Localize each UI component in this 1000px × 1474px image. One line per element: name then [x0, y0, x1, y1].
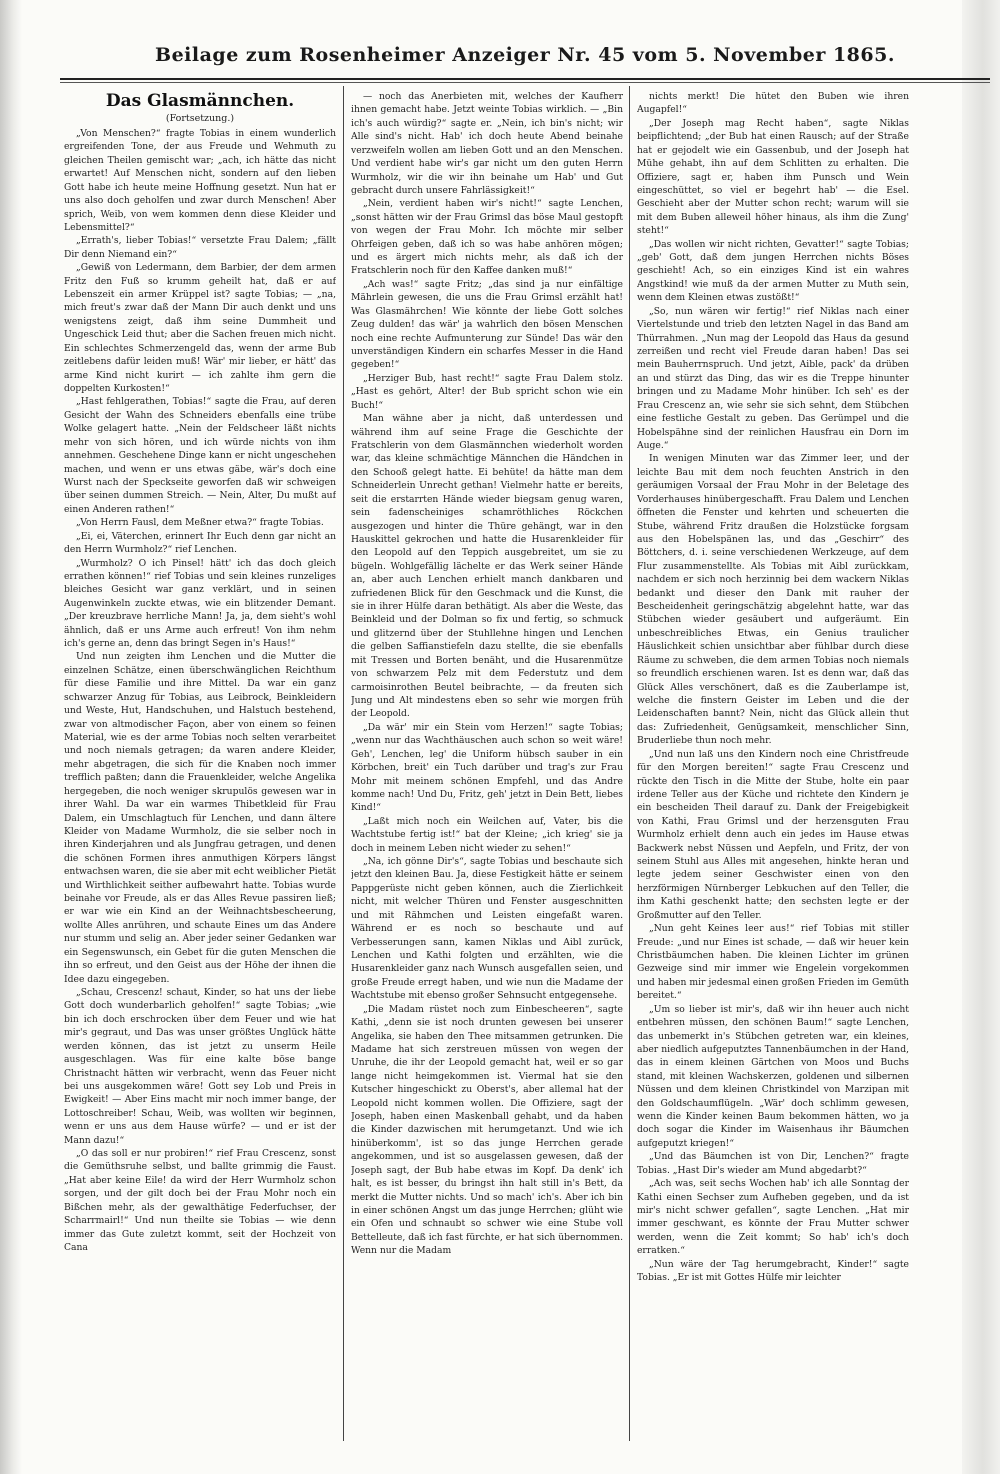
paragraph: „Um so lieber ist mir's, daß wir ihn heuer auch nicht entbehren müssen, den schönen Baum!“ sagte Lenchen, das unbemerkt in's Stübchen getreten war, ein kleines, aber niedlich aufgeputztes Tannenbäumchen in der Hand, das in einem kleinen Gärtchen von Moos und Buchs stand, mit kleinen Wachskerzen, goldenen und silbernen Nüssen und dem kleinen Christkindel von Marzipan mit den Goldschaumflügeln. „Wär' doch schlimm gewesen, wenn die Kinder keinen Baum bekommen hätten, wo ja doch sogar die Kinder im Waisenhaus ihr Bäumchen aufgeputzt kriegen!“ [637, 1003, 909, 1149]
binding-shadow [0, 0, 22, 1474]
paragraph: „Nun wäre der Tag herumgebracht, Kinder!“ sagte Tobias. „Er ist mit Gottes Hülfe mir leichter [637, 1258, 909, 1284]
paragraph: „So, nun wären wir fertig!“ rief Niklas nach einer Viertelstunde und trieb den letzten Nagel in das Band am Thürrahmen. „Nun mag der Leopold das Haus da gesund zerreißen und recht viel Freude daran haben! Das sei mein Bauherrnspruch. Und jetzt, Aible, pack' da drüben an und stürzt das Ding, das wir es die Treppe hinunter bringen und zu Madame Mohr hinüber. Ich seh' es der Frau Crescenz an, wie sehr sie sich sehnt, dem Stübchen eine festliche Gestalt zu geben. Das Gerümpel und die Hobelspähne sind der reinlichen Hausfrau ein Dorn im Auge.“ [637, 305, 909, 451]
article-title: Das Glasmännchen. [105, 91, 295, 111]
column-2-text [351, 90, 623, 1258]
paragraph: „Laßt mich noch ein Weilchen auf, Vater, bis die Wachtstube fertig ist!“ bat der Kleine; „ich krieg' sie ja doch in meinem Leben nicht wieder zu sehen!“ [351, 815, 623, 854]
paragraph: Man wähne aber ja nicht, daß unterdessen und während ihm auf seine Frage die Geschichte der Fratschlerin von dem Glasmännchen wiederholt worden war, das kleine schmächtige Männchen die Händchen in den Schooß gelegt hatte. Ei behüte! da hätte man dem Schneiderlein Unrecht gethan! Vielmehr hatte er bereits, seit die erstarrten Hände wieder biegsam genug waren, sein fadenscheiniges schamröthliches Röckchen ausgezogen und hinter die Thüre gehängt, war in den Hauskittel gekrochen und hatte die Husarenkleider für den Leopold auf den Teppich ausgebreitet, um sie zu bügeln. Wohlgefällig lächelte er das Werk seiner Hände an, aber auch Lenchen erhielt manch dankbaren und zufriedenen Blick für den Geschmack und die Kunst, die sie in ihrer Hülfe daran bethätigt. Als aber die Weste, das Beinkleid und der Dolman so fix und fertig, so schmuck und glitzernd über der Stuhllehne hingen und Lenchen die gelben Saffianstiefeln dazu stellte, die sie ebenfalls mit Tressen und Borten benäht, und die Husarenmütze von schwarzem Pelz mit dem Federstutz und dem carmoisinrothen Beutel beibrachte, — da freuten sich Jung und Alt mindestens eben so sehr wie morgen früh der Leopold. [351, 413, 623, 720]
column-3-text [637, 90, 909, 1285]
paragraph: „Die Madam rüstet noch zum Einbescheeren“, sagte Kathi, „denn sie ist noch drunten gewesen bei unserer Angelika, sie haben den Thee mitsammen getrunken. Die Madame hat sich zerstreuen müssen von wegen der Unruhe, die ihr der Leopold gemacht hat, weil er so gar lange nicht heimgekommen ist. Viermal hat sie den Kutscher hingeschickt zu Oberst's, aber allemal hat der Leopold nicht kommen wollen. Die Offiziere, sagt der Joseph, haben einen Maskenball gehabt, und da haben die Kinder dazwischen mit herumgetanzt. Und wie ich hinüberkomm', ist so das junge Herrchen gerade angekommen, und ist so ausgelassen gewesen, daß der Joseph sagt, der Bub habe etwas im Kopf. Da denk' ich halt, es ist besser, du bringst ihn halt still in's Bett, da merkt die Mutter nichts. Und so mach' ich's. Aber ich bin in einer schönen Angst um das junge Herrchen; glüht wie ein Ofen und schnaubt so schwer wie eine Stube voll Bettelleute, daß ich fast fürchte, er hat sich übernommen. Wenn nur die Madam [351, 1003, 623, 1257]
paragraph: „Der Joseph mag Recht haben“, sagte Niklas beipflichtend; „der Bub hat einen Rausch; auf der Straße hat er gejodelt wie ein Gassenbub, und der Joseph hat Mühe gehabt, ihn auf dem Schlitten zu erhalten. Die Offiziere, sagt er, haben ihm Punsch und Wein eingeschüttet, so viel er begehrt hab' — die Esel. Geschieht aber der Mutter schon recht; warum will sie mit dem Buben alleweil höher hinaus, als ihm die Zung' steht!“ [637, 117, 909, 237]
paragraph: „Wurmholz? O ich Pinsel! hätt' ich das doch gleich errathen können!“ rief Tobias und sein kleines runzeliges bleiches Gesicht war ganz verklärt, und in seinen Augenwinkeln zuckte etwas, wie ein blitzender Demant. „Der kreuzbrave herrliche Mann! Ja, ja, dem sieht's wohl ähnlich, daß er uns Arme auch erfreut! Von ihm nehm ich's gerne an, denn das bringt Segen in's Haus!“ [64, 557, 336, 650]
paragraph: „Und nun laß uns den Kindern noch eine Christfreude für den Morgen bereiten!“ sagte Frau Crescenz und rückte den Tisch in die Mitte der Stube, holte ein paar irdene Teller aus der Küche und richtete den Kindern je ein bescheiden Theil darauf zu. Dank der Freigebigkeit von Kathi, Frau Grimsl und der herzensguten Frau Wurmholz erhielt denn auch ein jedes im Hause etwas Backwerk nebst Nüssen und Aepfeln, und Fritz, der von seinem Stuhl aus Alles mit angesehen, hinkte heran und legte jedem seiner Geschwister einen von den herzförmigen Nürnberger Lebkuchen auf den Teller, die ihm Kathi geschenkt hatte; den sechsten legte er der Großmutter auf den Teller. [637, 748, 909, 921]
paragraph: „Von Herrn Fausl, dem Meßner etwa?“ fragte Tobias. [76, 517, 324, 529]
paragraph: „Nein, verdient haben wir's nicht!“ sagte Lenchen, „sonst hätten wir der Frau Grimsl das böse Maul gestopft von wegen der Frau Mohr. Ich möchte mir selber Ohrfeigen geben, daß ich so was habe anhören mögen; und es ärgert mich nichts mehr, als daß ich der Fratschlerin noch für den Kaffee danken muß!“ [351, 198, 623, 277]
article-subtitle: (Fortsetzung.) [165, 113, 235, 124]
paragraph: „Das wollen wir nicht richten, Gevatter!“ sagte Tobias; „geb' Gott, daß dem jungen Herrchen nichts Böses geschieht! Ach, so ein einziges Kind ist ein wahres Angstkind! wie muß da der armen Mutter zu Muth sein, wenn dem Kleinen etwas zustößt!“ [637, 238, 909, 304]
paragraph: Und nun zeigten ihm Lenchen und die Mutter die einzelnen Schätze, einen überschwänglichen Reichthum für diese Familie und ihre Mittel. Da war ein ganz schwarzer Anzug für Tobias, aus Leibrock, Beinkleidern und Weste, Hut, Handschuhen, und Halstuch bestehend, zwar von altmodischer Façon, aber von einem so feinen Material, wie es der arme Tobias noch selten verarbeitet und noch niemals getragen; da waren andere Kleider, mehr abgetragen, die sich für die Knaben noch immer trefflich paßten; dann die Frauenkleider, welche Angelika hergegeben, die noch weniger skrupulös gewesen war in ihrer Wahl. Da war ein warmes Thibetkleid für Frau Dalem, ein Umschlagtuch für Lenchen, und dann ältere Kleider von Madame Wurmholz, die sie selber noch in ihren Kinderjahren und als Jungfrau getragen, und denen die schönen Formen ihres anmuthigen Körpers längst entwachsen waren, die sie aber mit echt weiblicher Pietät und Wirthlichkeit seither aufbewahrt hatte. Tobias wurde beinahe vor Freude, als er das Alles Revue passiren ließ; er war wie ein Kind an der Weihnachtsbescheerung, wollte Alles anrühren, und schaute Eines um das Andere nur stumm und selig an. Aber jeder seiner Gedanken war ein Segenswunsch, ein Gebet für die guten Menschen die ihn so erfreut, und den Geist aus der Höhe der ihnen die Idee dazu eingegeben. [64, 651, 336, 985]
paragraph: „Da wär' mir ein Stein vom Herzen!“ sagte Tobias; „wenn nur das Wachthäuschen auch schon so weit wäre! Geh', Lenchen, leg' die Uniform hübsch sauber in ein Körbchen, breit' ein Tuch darüber und trag's zur Frau Mohr mit meinem schönen Empfehl, und das Andre komme nach! Und Du, Fritz, geh' jetzt in Dein Bett, liebes Kind!“ [351, 721, 623, 814]
paragraph: „Ach was, seit sechs Wochen hab' ich alle Sonntag der Kathi einen Sechser zum Aufheben gegeben, und da ist mir's nicht schwer gefallen“, sagte Lenchen. „Hat mir immer geschwant, es könnte der Frau Mutter schwer werden, wenn die Zeit kommt; So hab' ich's doch erratken.“ [637, 1178, 909, 1257]
paragraph: „Und das Bäumchen ist von Dir, Lenchen?“ fragte Tobias. „Hast Dir's wieder am Mund abgedarbt?“ [637, 1151, 909, 1176]
paragraph: „Ach was!“ sagte Fritz; „das sind ja nur einfältige Mährlein gewesen, die uns die Frau Grimsl erzählt hat! Was Glasmährchen! Wie könnte der liebe Gott solches Zeug dulden! das wär' ja wahrlich den bösen Menschen noch eine rechte Aufmunterung zur Sünde! Das wär den unverständigen Kindern ein scharfes Messer in die Hand gegeben!“ [351, 278, 623, 371]
paragraph: „Hast fehlgerathen, Tobias!“ sagte die Frau, auf deren Gesicht der Wahn des Schneiders ebenfalls eine trübe Wolke gelagert hatte. „Nein der Feldscheer läßt nichts mehr von sich hören, und ich würde nichts von ihm annehmen. Geschehene Dinge kann er nicht ungeschehen machen, und wenn er uns etwas gäbe, wär's doch eine Wurst nach der Speckseite geworfen daß wir schweigen über seinen dummen Streich. — Nein, Alter, Du mußt auf einen Anderen rathen!“ [64, 396, 336, 515]
paragraph: nichts merkt! Die hütet den Buben wie ihren Augapfel!“ [637, 91, 909, 116]
paragraph: „Gewiß von Ledermann, dem Barbier, der dem armen Fritz den Fuß so krumm geheilt hat, daß er auf Lebenszeit ein armer Krüppel ist? sagte Tobias; — „na, mich freut's zwar daß der Mann Dir auch denkt und uns wenigstens zeigt, daß ihm seine Dummheit und Ungeschick Leid thut; aber die Sachen freuen mich nicht. Ein schlechtes Schmerzengeld das, wenn der arme Bub zeitlebens dafür leiden muß! Wär' mir lieber, er hätt' das arme Kind nicht kurirt — ich zahlte ihm gern die doppelten Kurkosten!“ [64, 262, 336, 395]
header-rule-thin [60, 82, 990, 83]
header-rule [60, 78, 990, 80]
page-edge-shadow [962, 0, 1000, 1474]
paragraph: In wenigen Minuten war das Zimmer leer, und der leichte Bau mit dem noch feuchten Anstrich in den geräumigen Vorsaal der Frau Mohr in der Beletage des Vorderhauses hinübergeschafft. Frau Dalem und Lenchen öffneten die Fenster und kehrten und scheuerten die Stube, während Fritz draußen die Holzstücke forgsam aus den Hobelspänen las, und das „Geschirr“ des Böttchers, d. i. seine verschiedenen Werkzeuge, auf dem Flur zusammenstellte. Als Tobias mit Aibl zurückkam, nachdem er sich noch herzinnig bei dem wackern Niklas bedankt und dieser den Dank mit rauher der Bescheidenheit geringschätzig abgelehnt hatte, war das Stübchen wieder gesäubert und aufgeräumt. Ein unbeschreibliches Etwas, ein Genius traulicher Häuslichkeit schien unsichtbar aber fühlbar durch diese Räume zu schweben, die dem armen Tobias noch niemals so freundlich erschienen waren. Ist es denn war, daß das Glück Alles verschönert, daß es die Zauberlampe ist, welche die finstern Geister im Leben und die der Leidenschaften bannt? Nein, nicht das Glück allein thut das: Zufriedenheit, Genügsamkeit, menschlicher Sinn, Bruderliebe thun noch mehr. [637, 453, 909, 747]
paragraph: „Schau, Crescenz! schaut, Kinder, so hat uns der liebe Gott doch wunderbarlich geholfen!“ sagte Tobias; „wie bin ich doch erschrocken über dem Feuer und wie hat mir's gegraut, und Das was unser größtes Unglück hätte werden können, das ist jetzt zu unserm Heile ausgeschlagen. Was für eine kalte böse bange Christnacht hätten wir verbracht, wenn das Feuer nicht bei uns ausgekommen wäre! Gott sey Lob und Preis in Ewigkeit! — Aber Eins macht mir noch immer bange, der Lottoschreiber! Schau, Weib, was wollten wir beginnen, wenn er uns aus dem Hause würfe? — und er ist der Mann dazu!“ [64, 987, 336, 1146]
paragraph: „Ei, ei, Väterchen, erinnert Ihr Euch denn gar nicht an den Herrn Wurmholz?“ rief Lenchen. [64, 530, 336, 556]
column-3 [637, 90, 909, 1435]
paragraph: „Nun geht Keines leer aus!“ rief Tobias mit stiller Freude: „und nur Eines ist schade, — daß wir heuer kein Christbäumchen haben. Die kleinen Lichter im grünen Gezweige sind mir immer wie Engelein vorgekommen und haben mir jedesmal einen großen Frieden im Gemüth bereitet.“ [637, 923, 909, 1002]
paragraph: „Herziger Bub, hast recht!“ sagte Frau Dalem stolz. „Hast es gehört, Alter! der Bub spricht schon wie ein Buch!“ [351, 372, 623, 411]
page-header: Beilage zum Rosenheimer Anzeiger Nr. 45 vom 5. November 1865. [155, 44, 895, 66]
column-2 [351, 90, 623, 1435]
paragraph: „O das soll er nur probiren!“ rief Frau Crescenz, sonst die Gemüthsruhe selbst, und ballte grimmig die Faust. „Hat aber keine Eile! da wird der Herr Wurmholz schon sorgen, und der gilt doch bei der Frau Mohr noch ein Bißchen mehr, als der gewalthätige Federfuchser, der Scharrmairl!“ Und nun theilte sie Tobias — wie denn immer das Gute zuletzt kommt, seit der Hochzeit von Cana [64, 1148, 336, 1254]
paragraph: „Von Menschen?“ fragte Tobias in einem wunderlich ergreifenden Tone, der aus Freude und Wehmuth zu gleichen Theilen gemischt war; „ach, ich hätte das nicht erwartet! Auf Menschen nicht, sondern auf den lieben Gott habe ich heute meine Hoffnung gesetzt. Nun hat er uns also doch geholfen und zwar durch Menschen! Aber sprich, Weib, von wem kommen denn diese Kleider und Lebensmittel?“ [64, 128, 336, 233]
column-rule-1 [343, 86, 344, 1441]
column-1-text [64, 127, 336, 1254]
paragraph: „Na, ich gönne Dir's“, sagte Tobias und beschaute sich jetzt den kleinen Bau. Ja, diese Festigkeit hätte er seinem Pappgerüste nicht geben können, auch die Zierlichkeit nicht, mit welcher Thüren und Fenster ausgeschnitten und mit Rähmchen und Leisten eingefaßt waren. Während er es noch so beschaute und auf Verbesserungen sann, kamen Niklas und Aibl zurück, Lenchen und Kathi folgten und erzählten, wie die Husarenkleider ganz nach Wunsch ausgefallen seien, und große Freude erregt haben, und wie nun die Madame der Wachtstube mit ebenso großer Sehnsucht entgegensehe. [351, 856, 623, 1002]
column-1 [64, 90, 336, 1435]
paragraph: „Errath's, lieber Tobias!“ versetzte Frau Dalem; „fällt Dir denn Niemand ein?“ [64, 235, 336, 260]
column-rule-2 [629, 86, 630, 1441]
paragraph: — noch das Anerbieten mit, welches der Kaufherr ihnen gemacht habe. Jetzt weinte Tobias wirklich. — „Bin ich's auch würdig?“ sagte er. „Nein, ich bin's nicht; wir Alle sind's nicht. Hab' ich doch heute Abend beinahe verzweifeln wollen am lieben Gott und an den Menschen. Und verdient habe wir's gar nicht um den guten Herrn Wurmholz, wir die wir ihn beinahe um Hab' und Gut gebracht durch unsere Fahrlässigkeit!“ [351, 91, 623, 196]
